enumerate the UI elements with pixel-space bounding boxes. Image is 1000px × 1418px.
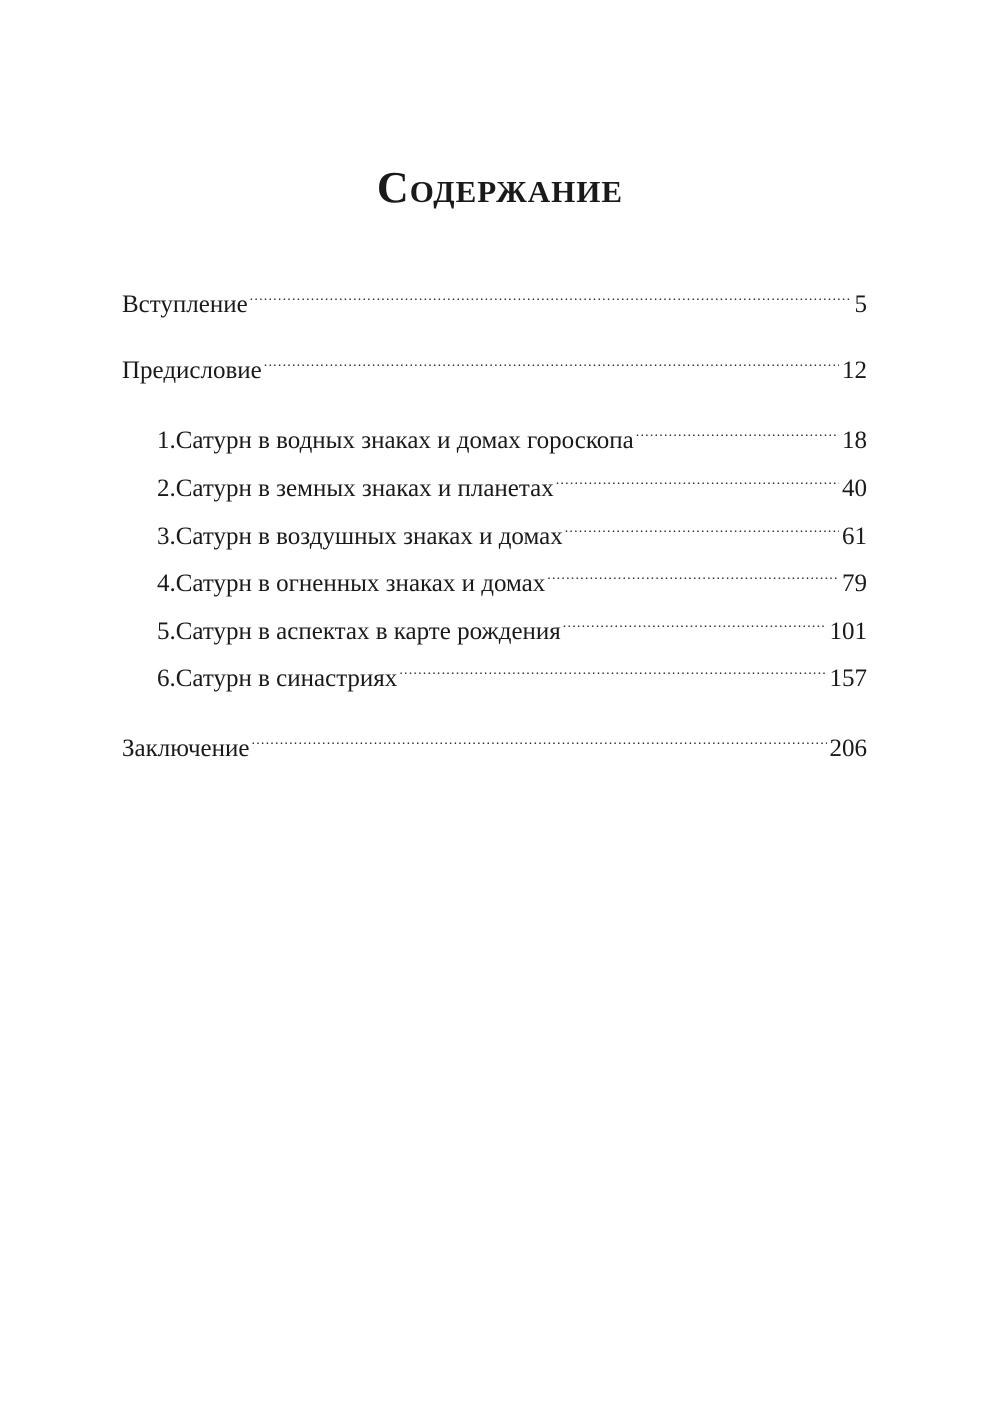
toc-entry-label: 6.Сатурн в синастриях xyxy=(157,665,398,692)
toc-entry-preface xyxy=(122,344,867,384)
dot-leader xyxy=(565,510,839,544)
toc-entry-page-number: 206 xyxy=(829,735,867,762)
toc-entry-label: 2.Сатурн в земных знаках и планетах xyxy=(157,475,554,502)
toc-entry-label: 5.Сатурн в аспектах в карте рождения xyxy=(157,618,561,645)
toc-entry-label: 4.Сатурн в огненных знаках и домах xyxy=(157,570,546,597)
dot-leader xyxy=(636,414,839,448)
toc-entry-page-number: 157 xyxy=(829,665,867,692)
dot-leader xyxy=(252,722,827,756)
toc-entry-conclusion xyxy=(122,722,867,762)
page-title: Содержание xyxy=(376,163,624,212)
toc-entry-introduction xyxy=(122,278,867,318)
toc-entry-chapter-2 xyxy=(157,462,867,502)
toc-entry-page-number: 5 xyxy=(854,291,867,318)
toc-entry-chapter-1 xyxy=(157,414,867,454)
toc-entry-page-number: 61 xyxy=(842,523,867,550)
dot-leader xyxy=(556,462,839,496)
toc-entry-chapter-4 xyxy=(157,557,867,597)
dot-leader xyxy=(563,605,827,639)
toc-entry-label: Заключение xyxy=(122,735,250,762)
toc-entry-page-number: 40 xyxy=(842,475,867,502)
dot-leader xyxy=(250,278,852,312)
toc-entry-label: Вступление xyxy=(122,291,248,318)
toc-entry-page-number: 79 xyxy=(842,570,867,597)
toc-entry-page-number: 101 xyxy=(829,618,867,645)
toc-entry-page-number: 12 xyxy=(842,357,867,384)
toc-entry-chapter-6 xyxy=(157,652,867,692)
toc-entry-label: 3.Сатурн в воздушных знаках и домах xyxy=(157,523,563,550)
toc-entry-label: Предисловие xyxy=(122,357,262,384)
dot-leader xyxy=(547,557,839,591)
toc-entry-page-number: 18 xyxy=(842,427,867,454)
toc-entry-chapter-5 xyxy=(157,605,867,645)
toc-entry-chapter-3 xyxy=(157,510,867,550)
toc-entry-label: 1.Сатурн в водных знаках и домах гороскопа xyxy=(157,427,634,454)
dot-leader xyxy=(399,652,826,686)
dot-leader xyxy=(264,344,839,378)
